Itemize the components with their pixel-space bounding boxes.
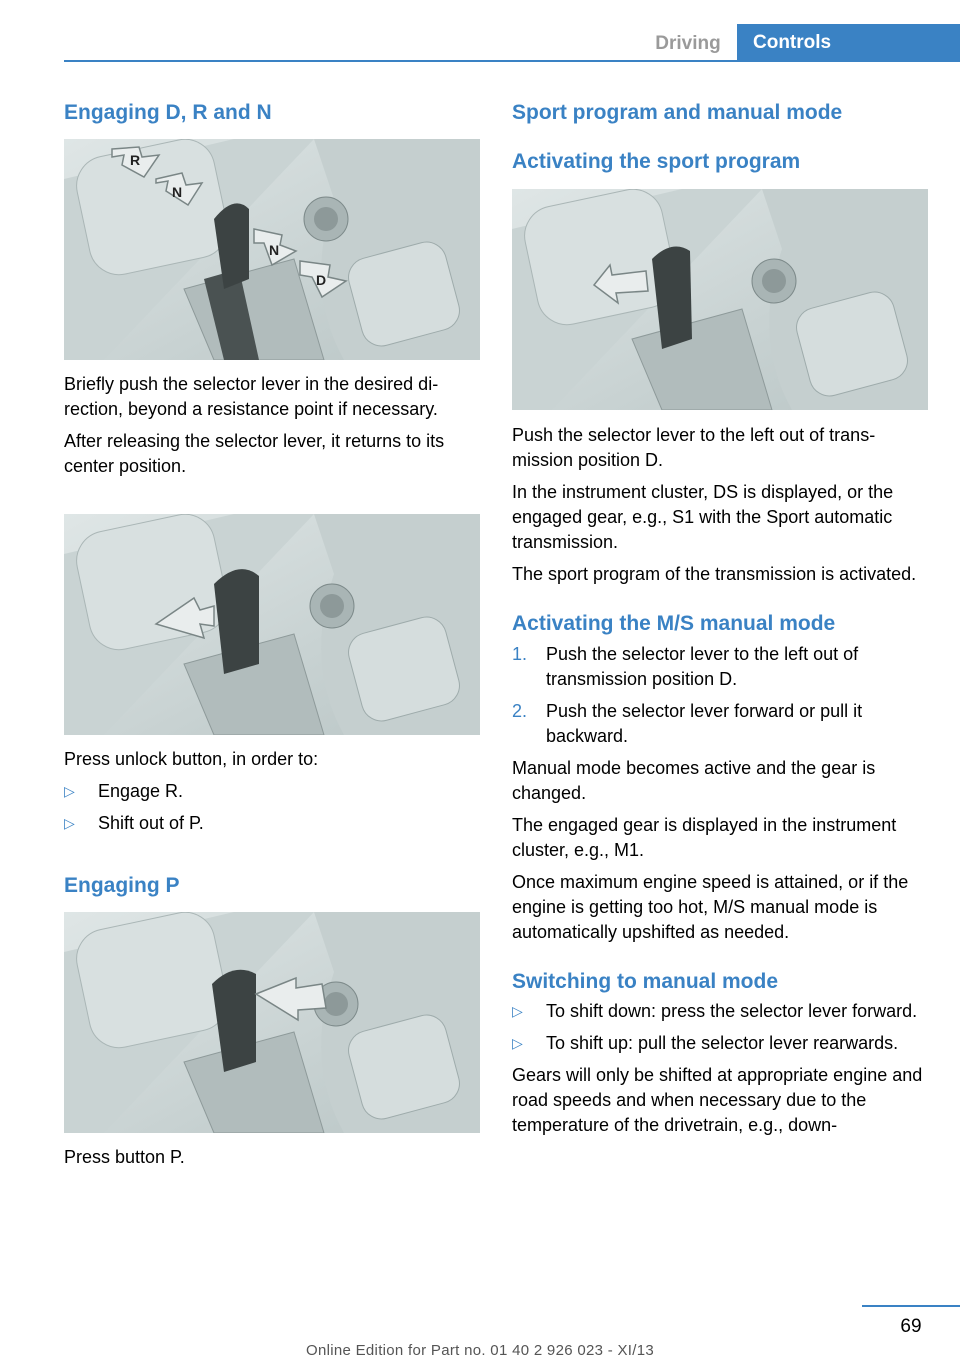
triangle-bullet-icon: ▷ [512,1034,523,1051]
arrow-label-n-upper: N [172,184,183,201]
left-column [64,100,480,1170]
triangle-bullet-icon: ▷ [512,1002,523,1019]
triangle-bullet-icon: ▷ [64,815,75,832]
arrow-label-d: D [316,272,327,289]
arrow-label-n-lower: N [269,242,280,259]
unlock-list [64,779,480,836]
switch-list [512,999,928,1056]
arrow-label-r: R [130,152,141,169]
paragraph-press-button-p: Press button P. [64,1147,185,1168]
list-item: 2. Push the selector lever forward or pull it backward. [512,700,863,746]
right-column [512,100,928,1138]
step-number: 1. [512,643,528,664]
header-chapter-tab: Controls [737,24,960,60]
figure-sport-program [512,189,928,410]
paragraph-gear-displayed: The engaged gear is displayed in the instrument cluster, e.g., M1. [512,814,897,860]
heading-engaging-p: Engaging P [64,874,180,898]
triangle-bullet-icon: ▷ [64,783,75,800]
page-number-rule [862,1305,960,1307]
list-item: ▷ Shift out of P. [64,811,480,836]
header-rule [64,60,960,62]
page-number: 69 [900,1316,922,1337]
paragraph-instrument-cluster: In the instrument cluster, DS is displayed, or the engaged gear, e.g., S1 with the Sport automatic transmission. [512,482,894,553]
list-item: ▷ To shift up: pull the selector lever rearwards. [512,1031,928,1056]
paragraph-sport-activated: The sport program of the transmission is activated. [512,564,917,585]
heading-activating-sport: Activating the sport program [512,150,801,174]
figure-button-p [64,912,480,1133]
paragraph-press-unlock: Press unlock button, in order to: [64,749,319,770]
heading-engaging-drn: Engaging D, R and N [64,101,272,124]
ms-steps-list [512,642,928,749]
list-item: 1. Push the selector lever to the left out of transmission position D. [512,643,859,689]
paragraph-manual-active: Manual mode becomes active and the gear is changed. [512,757,876,803]
header-section-label: Driving [655,33,721,54]
paragraph-push-left: Push the selector lever to the left out of transmission position D. [512,425,876,471]
paragraph-auto-upshift: Once maximum engine speed is attained, or if the engine is getting too hot, M/S manual mode is automatically upshifted as needed. [512,871,909,942]
step-number: 2. [512,700,528,721]
figure-unlock-button [64,514,480,735]
heading-switching-manual: Switching to manual mode [512,969,779,993]
figure-selector-lever-drn [64,139,480,360]
paragraph-after-releasing: After releasing the selector lever, it returns to its center position. [64,431,445,477]
footer-edition: Online Edition for Part no. 01 40 2 926 023 - XI/13 [305,1342,655,1359]
paragraph-gears-shifted: Gears will only be shifted at appropriate engine and road speeds and when necessary due to the temperature of the drivetrain, e.g., down- [512,1064,923,1135]
list-item: ▷ Engage R. [64,779,480,804]
heading-activating-ms: Activating the M/S manual mode [512,612,836,636]
heading-sport-manual: Sport program and manual mode [512,101,843,124]
paragraph-briefly-push: Briefly push the selector lever in the desired direction, beyond a resistance point if necessary. [64,374,439,420]
list-item: ▷ To shift down: press the selector lever forward. [512,999,928,1024]
